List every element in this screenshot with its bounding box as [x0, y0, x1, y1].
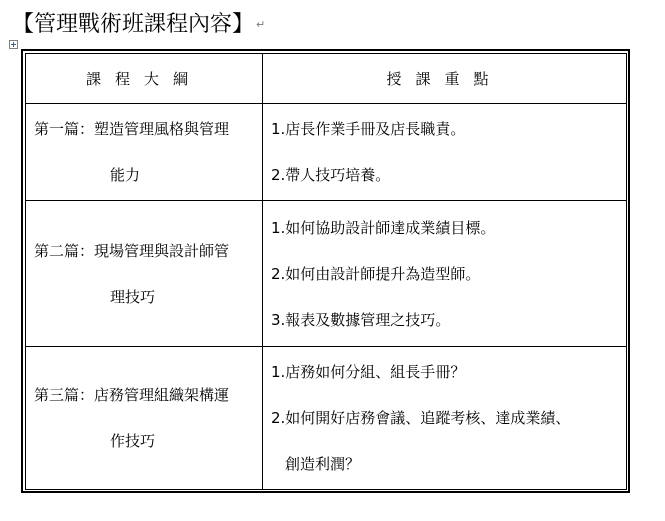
table-move-handle-icon[interactable] [9, 40, 18, 49]
header-course-outline: 課程大綱 [26, 54, 263, 104]
chapter-title: 第三篇：店務管理組織架構運 [34, 386, 230, 404]
chapter-title-continued: 能力 [110, 166, 141, 184]
teaching-point: 2.如何由設計師提升為造型師。 [271, 264, 481, 283]
document-title [12, 10, 265, 40]
chapter-cell [26, 104, 263, 201]
course-table-frame [21, 49, 630, 493]
chapter-cell [26, 347, 263, 490]
teaching-point: 1.如何協助設計師達成業績目標。 [271, 218, 496, 237]
teaching-point: 2.如何開好店務會議、追蹤考核、達成業績、 [271, 409, 571, 427]
points-cell [263, 201, 627, 347]
chapter-title: 第二篇：現場管理與設計師管 [34, 241, 230, 260]
teaching-point: 1.店長作業手冊及店長職責。 [271, 120, 466, 138]
teaching-point: 1.店務如何分組、組長手冊？ [271, 363, 466, 381]
table-row [26, 201, 627, 347]
teaching-point-continued: 創造利潤？ [285, 455, 361, 473]
chapter-title-continued: 理技巧 [110, 287, 156, 306]
header-teaching-points: 授課重點 [263, 54, 627, 104]
course-table [25, 53, 627, 490]
teaching-point: 2.帶人技巧培養。 [271, 166, 391, 184]
table-header-row [26, 54, 627, 104]
chapter-title: 第一篇：塑造管理風格與管理 [34, 120, 230, 138]
teaching-point: 3.報表及數據管理之技巧。 [271, 310, 451, 329]
points-cell [263, 104, 627, 201]
paragraph-mark-icon: ↵ [256, 18, 266, 31]
table-row [26, 104, 627, 201]
chapter-cell [26, 201, 263, 347]
points-cell [263, 347, 627, 490]
chapter-title-continued: 作技巧 [110, 432, 156, 450]
document-title-text: 【管理戰術班課程內容】 [12, 12, 255, 37]
table-row [26, 347, 627, 490]
